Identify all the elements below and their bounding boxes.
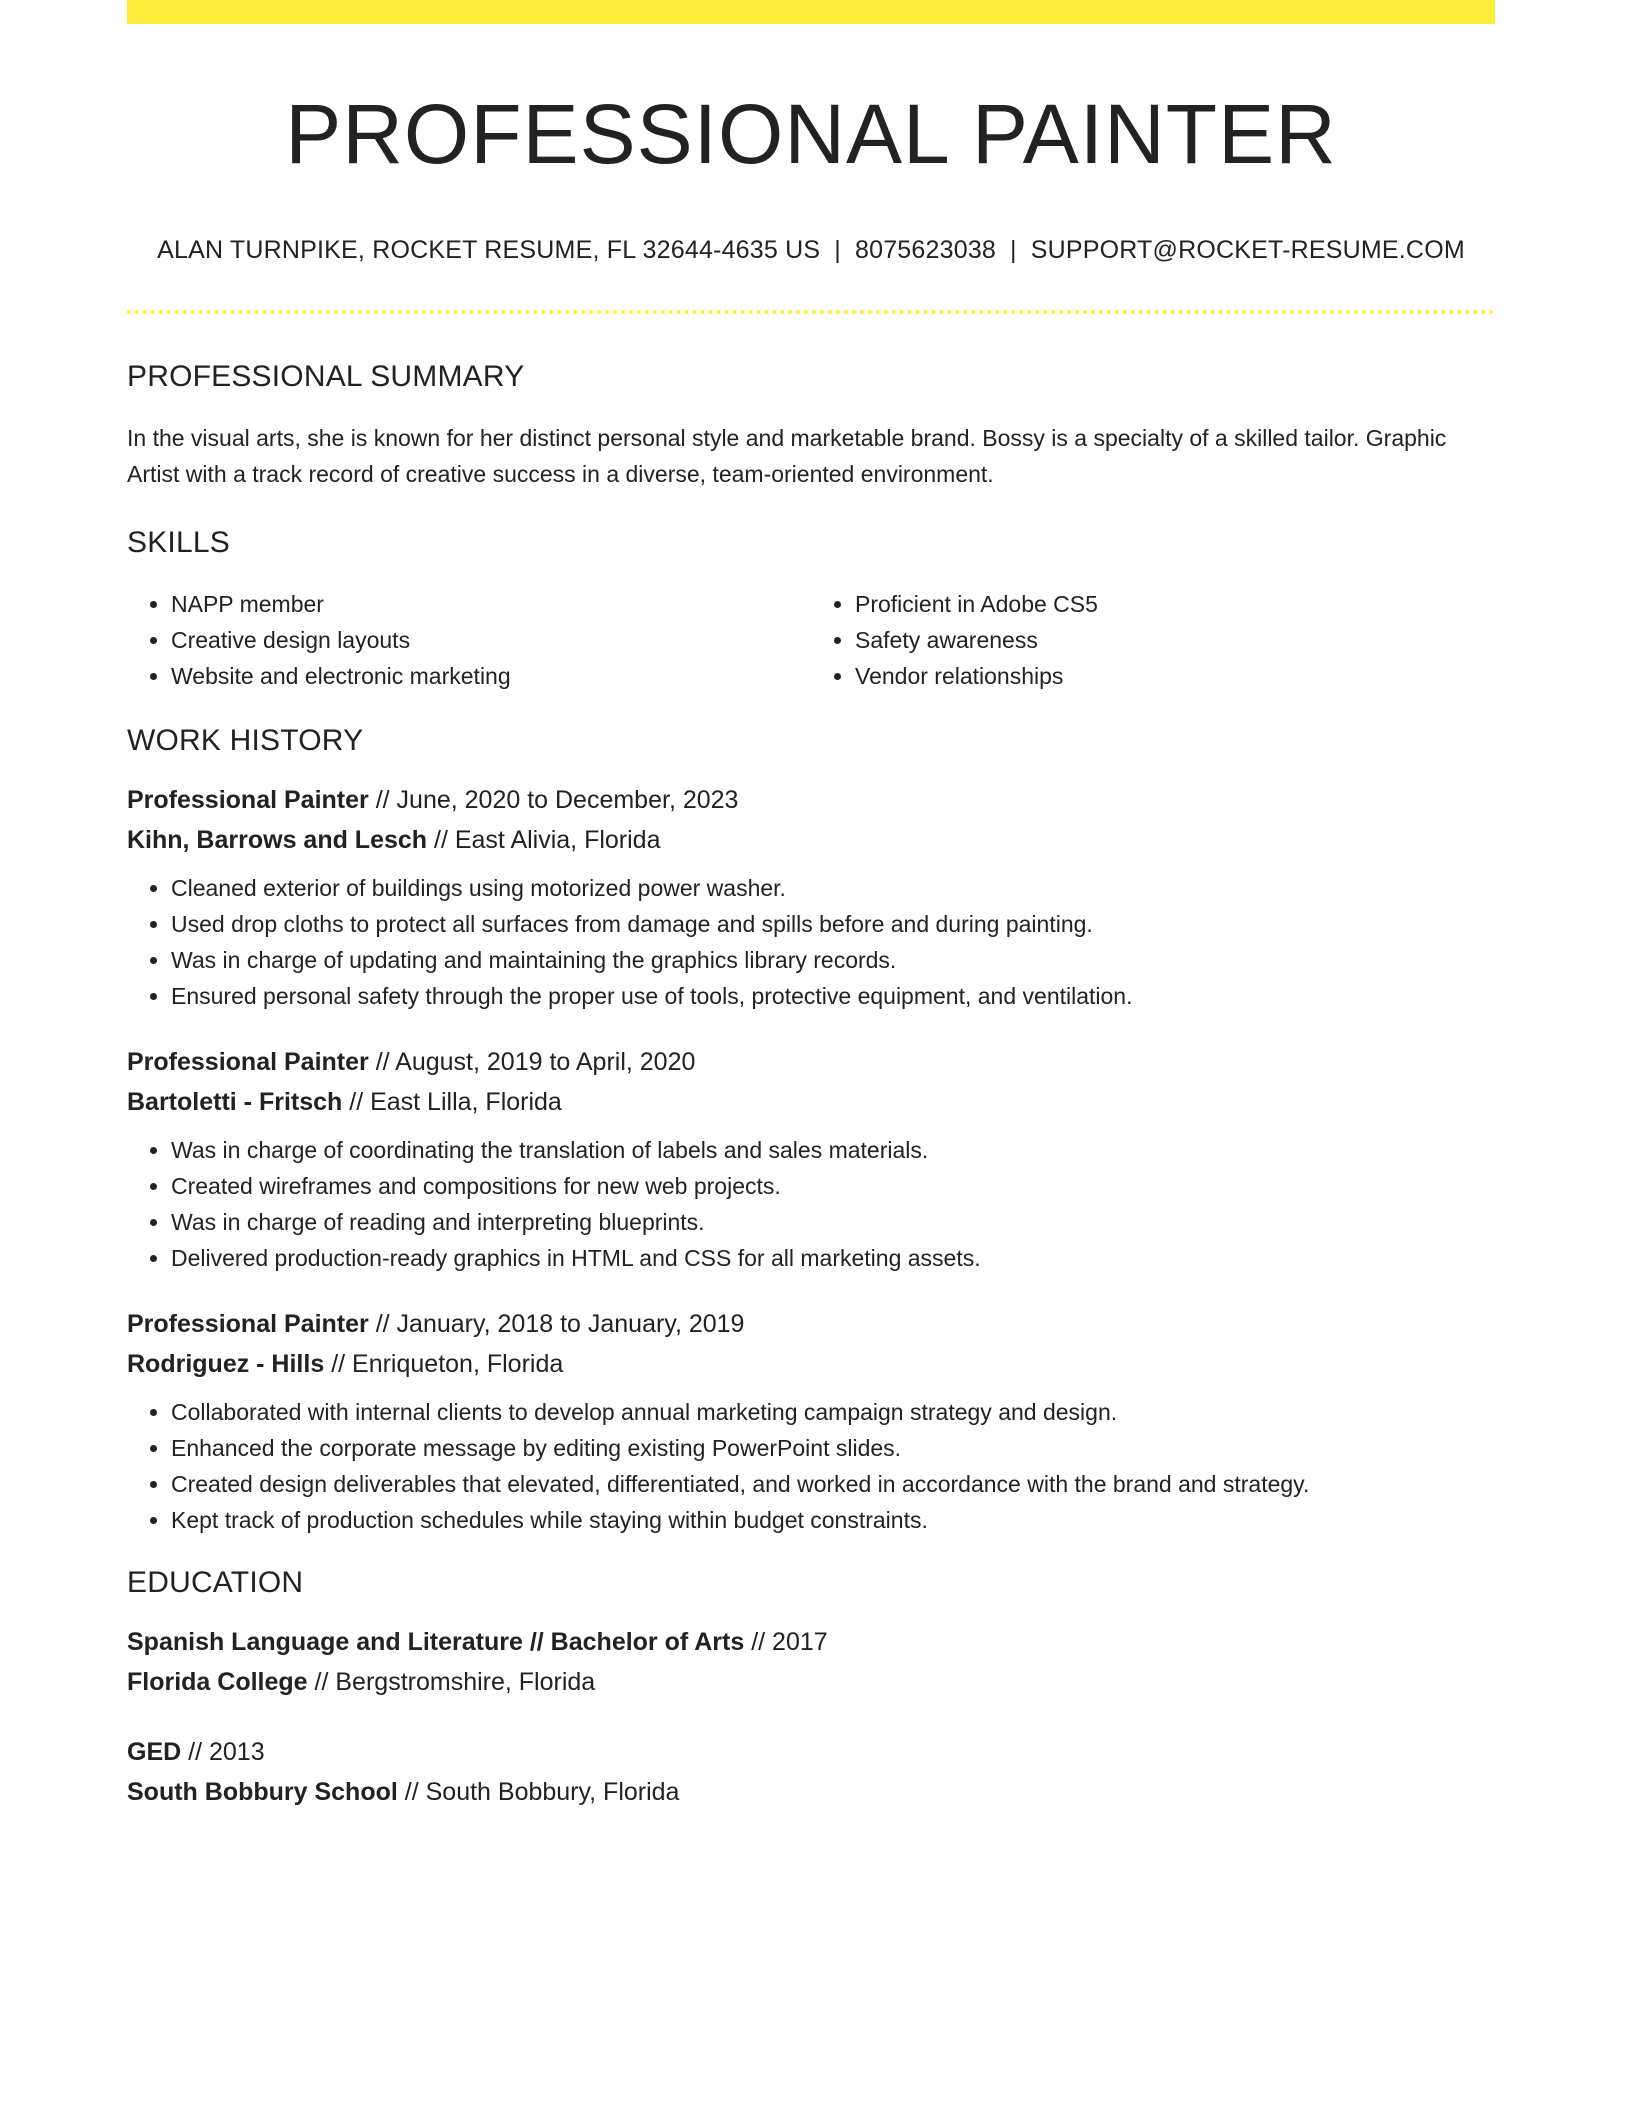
education-degree: Spanish Language and Literature // Bachelor of Arts	[127, 1628, 745, 1656]
contact-phone: 8075623038	[854, 236, 997, 264]
contact-line	[127, 234, 1495, 266]
skill-item: • Vendor relationships	[855, 658, 1495, 694]
job-bullet: • Kept track of production schedules while staying within budget constraints.	[171, 1502, 1495, 1538]
skills-grid	[127, 586, 1495, 694]
skill-item: • Proficient in Adobe CS5	[855, 586, 1495, 622]
job-company: Rodriguez - Hills	[127, 1350, 325, 1378]
job-location: // East Alivia, Florida	[434, 826, 661, 854]
job-dates: // August, 2019 to April, 2020	[375, 1048, 696, 1076]
job-bullet: • Delivered production-ready graphics in HTML and CSS for all marketing assets.	[171, 1240, 1495, 1276]
job-bullets	[127, 1394, 1495, 1538]
accent-top-bar	[127, 0, 1495, 24]
job-bullets	[127, 870, 1495, 1014]
education-year: // 2017	[751, 1628, 828, 1656]
education-heading: EDUCATION	[127, 1566, 304, 1599]
job-dates: // June, 2020 to December, 2023	[375, 786, 739, 814]
skills-heading: SKILLS	[127, 526, 230, 559]
job-location: // East Lilla, Florida	[349, 1088, 562, 1116]
education-entry	[127, 1622, 1495, 1702]
job-bullet: • Ensured personal safety through the proper use of tools, protective equipment, and ventilation.	[171, 978, 1495, 1014]
education-degree: GED	[127, 1738, 182, 1766]
job-company-line	[127, 820, 1495, 860]
education-degree-line	[127, 1622, 1495, 1662]
job-bullet: • Created design deliverables that elevated, differentiated, and worked in accordance with the brand and strategy.	[171, 1466, 1495, 1502]
job-bullet: • Was in charge of coordinating the translation of labels and sales materials.	[171, 1132, 1495, 1168]
education-school: Florida College	[127, 1668, 308, 1696]
job-bullets	[127, 1132, 1495, 1276]
dotted-divider	[127, 310, 1495, 314]
resume-content	[127, 24, 1495, 1812]
job-company: Kihn, Barrows and Lesch	[127, 826, 428, 854]
contact-address: ALAN TURNPIKE, ROCKET RESUME, FL 32644-4635 US	[157, 236, 821, 264]
education-year: // 2013	[188, 1738, 265, 1766]
job-company-line	[127, 1082, 1495, 1122]
job-company-line	[127, 1344, 1495, 1384]
contact-separator: |	[1010, 236, 1017, 264]
job-title-line	[127, 780, 1495, 820]
skill-item: • Safety awareness	[855, 622, 1495, 658]
summary-heading: PROFESSIONAL SUMMARY	[127, 360, 525, 393]
page-title: PROFESSIONAL PAINTER	[285, 87, 1337, 181]
education-school-line	[127, 1662, 1495, 1702]
job-bullet: • Collaborated with internal clients to develop annual marketing campaign strategy and design.	[171, 1394, 1495, 1430]
skill-item: • Creative design layouts	[171, 622, 811, 658]
job-title-line	[127, 1304, 1495, 1344]
job-bullet: • Cleaned exterior of buildings using motorized power washer.	[171, 870, 1495, 906]
job-bullet: • Was in charge of updating and maintaining the graphics library records.	[171, 942, 1495, 978]
skills-left-column	[127, 586, 811, 694]
skill-item: • Website and electronic marketing	[171, 658, 811, 694]
job-title-line	[127, 1042, 1495, 1082]
skill-item: • NAPP member	[171, 586, 811, 622]
job-location: // Enriqueton, Florida	[331, 1350, 564, 1378]
job-entry	[127, 780, 1495, 1014]
job-entry	[127, 1042, 1495, 1276]
education-entry	[127, 1732, 1495, 1812]
job-bullet: • Enhanced the corporate message by editing existing PowerPoint slides.	[171, 1430, 1495, 1466]
job-bullet: • Was in charge of reading and interpreting blueprints.	[171, 1204, 1495, 1240]
education-degree-line	[127, 1732, 1495, 1772]
summary-text: In the visual arts, she is known for her distinct personal style and marketable brand. Bossy is a specialty of a skilled tailor. Graphic Artist with a track record of creative success in a diverse, team-oriented environment.	[127, 425, 1447, 487]
education-location: // Bergstromshire, Florida	[314, 1668, 596, 1696]
job-title: Professional Painter	[127, 1048, 369, 1076]
contact-email: SUPPORT@ROCKET-RESUME.COM	[1030, 236, 1465, 264]
job-dates: // January, 2018 to January, 2019	[375, 1310, 745, 1338]
contact-separator: |	[834, 236, 841, 264]
job-bullet: • Created wireframes and compositions for new web projects.	[171, 1168, 1495, 1204]
education-location: // South Bobbury, Florida	[404, 1778, 680, 1806]
skills-right-column	[811, 586, 1495, 694]
job-bullet: • Used drop cloths to protect all surfaces from damage and spills before and during painting.	[171, 906, 1495, 942]
education-school-line	[127, 1772, 1495, 1812]
job-entry	[127, 1304, 1495, 1538]
job-title: Professional Painter	[127, 786, 369, 814]
work-history-heading: WORK HISTORY	[127, 724, 364, 757]
education-school: South Bobbury School	[127, 1778, 398, 1806]
job-company: Bartoletti - Fritsch	[127, 1088, 343, 1116]
job-title: Professional Painter	[127, 1310, 369, 1338]
